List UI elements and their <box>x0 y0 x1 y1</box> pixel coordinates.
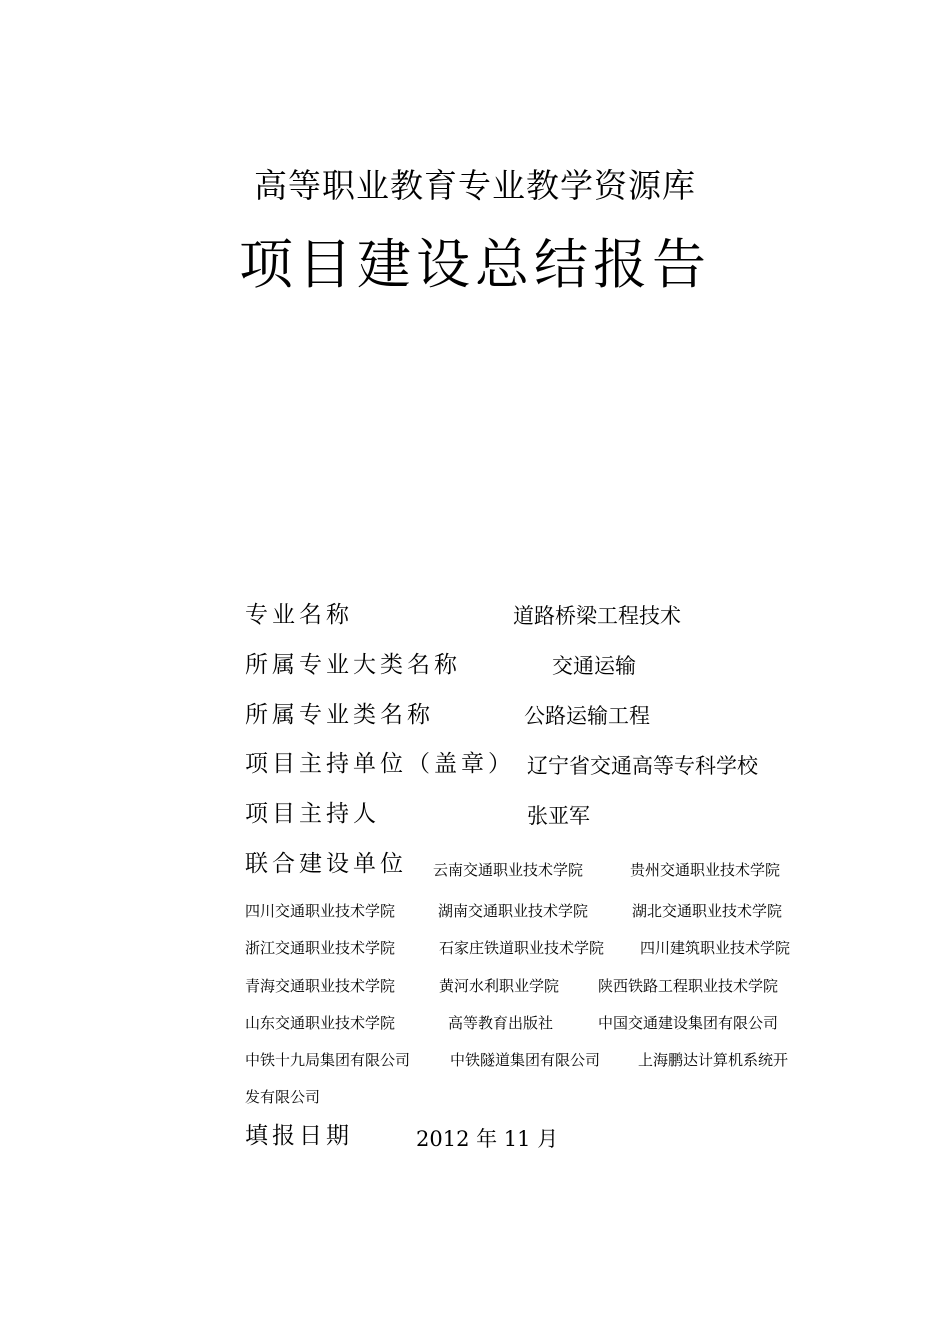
partner-item: 高等教育出版社 <box>448 1014 554 1032</box>
major-name-value: 道路桥梁工程技术 <box>513 604 681 628</box>
joint-units-label: 联合建设单位 <box>245 851 407 877</box>
major-category-value: 交通运输 <box>552 654 636 678</box>
partner-item: 上海鹏达计算机系统开 <box>638 1051 789 1069</box>
major-class-label: 所属专业类名称 <box>245 702 434 728</box>
major-name-label: 专业名称 <box>245 602 353 628</box>
partner-item: 四川交通职业技术学院 <box>245 902 396 920</box>
host-person-label: 项目主持人 <box>245 801 380 827</box>
partner-item: 石家庄铁道职业技术学院 <box>439 939 605 957</box>
partner-item: 云南交通职业技术学院 <box>433 861 584 879</box>
partner-item: 发有限公司 <box>245 1088 321 1106</box>
report-date-value: 2012 年 11 月 <box>416 1127 559 1151</box>
major-class-value: 公路运输工程 <box>524 704 650 728</box>
report-title-line1: 高等职业教育专业教学资源库 <box>254 166 696 205</box>
partner-item: 青海交通职业技术学院 <box>245 977 396 995</box>
partner-item: 浙江交通职业技术学院 <box>245 939 396 957</box>
report-title-line2: 项目建设总结报告 <box>239 233 711 296</box>
partner-item: 中国交通建设集团有限公司 <box>598 1014 779 1032</box>
partner-item: 贵州交通职业技术学院 <box>630 861 781 879</box>
partner-item: 中铁隧道集团有限公司 <box>450 1051 601 1069</box>
partner-item: 湖北交通职业技术学院 <box>632 902 783 920</box>
partner-item: 黄河水利职业学院 <box>439 977 560 995</box>
partner-item: 中铁十九局集团有限公司 <box>245 1051 411 1069</box>
host-unit-label: 项目主持单位（盖章） <box>245 751 515 777</box>
host-person-value: 张亚军 <box>527 804 590 828</box>
major-category-label: 所属专业大类名称 <box>245 652 461 678</box>
partner-item: 陕西铁路工程职业技术学院 <box>598 977 779 995</box>
host-unit-value: 辽宁省交通高等专科学校 <box>527 754 758 778</box>
partner-item: 四川建筑职业技术学院 <box>640 939 791 957</box>
partner-item: 山东交通职业技术学院 <box>245 1014 396 1032</box>
report-date-label: 填报日期 <box>245 1123 353 1149</box>
partner-item: 湖南交通职业技术学院 <box>438 902 589 920</box>
